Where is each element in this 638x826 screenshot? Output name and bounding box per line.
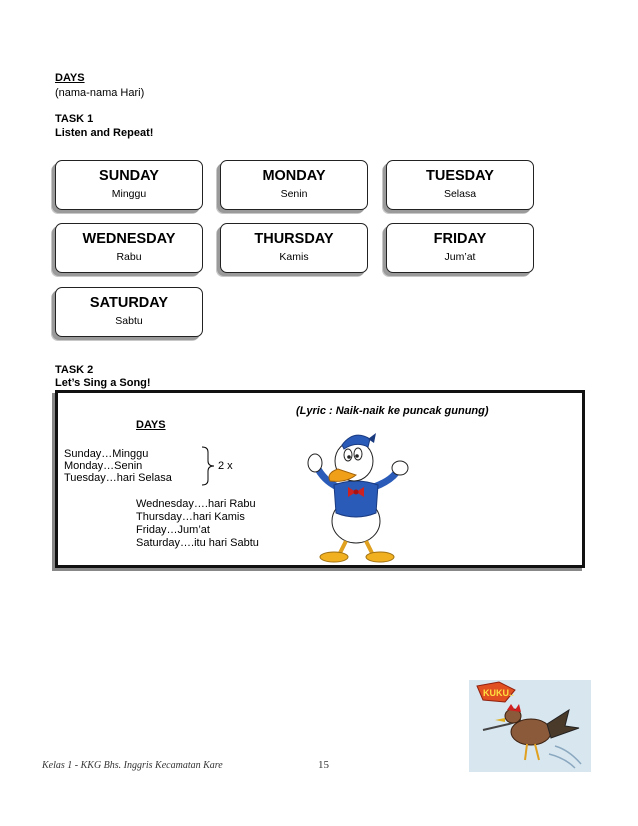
page-title: DAYS <box>55 72 85 84</box>
day-translation: Minggu <box>111 188 147 200</box>
day-translation: Sabtu <box>115 315 143 327</box>
task2-label: TASK 2 <box>55 364 94 376</box>
day-card-sunday <box>55 160 203 210</box>
day-card-tuesday <box>386 160 534 210</box>
day-translation: Jum’at <box>444 251 476 263</box>
rooster-cartoon-icon <box>469 680 591 772</box>
song-box <box>55 390 585 568</box>
page-subtitle: (nama-nama Hari) <box>55 87 145 99</box>
brace-icon <box>200 446 218 486</box>
day-translation: Kamis <box>279 251 309 263</box>
day-name: FRIDAY <box>433 231 487 247</box>
day-name: SUNDAY <box>99 168 159 184</box>
verse-line: Wednesday….hari Rabu <box>136 498 256 510</box>
day-card-saturday <box>55 287 203 337</box>
task1-instruction: Listen and Repeat! <box>55 127 154 139</box>
lyric-note: (Lyric : Naik-naik ke puncak gunung) <box>296 405 489 417</box>
verse-line: Tuesday…hari Selasa <box>64 472 172 484</box>
svg-text:KUKU..: KUKU.. <box>483 688 514 698</box>
day-name: TUESDAY <box>426 168 494 184</box>
day-translation: Rabu <box>116 251 142 263</box>
repeat-marker: 2 x <box>218 460 233 472</box>
day-card-monday <box>220 160 368 210</box>
day-card-wednesday <box>55 223 203 273</box>
day-name: SATURDAY <box>89 295 169 311</box>
task2-instruction: Let’s Sing a Song! <box>55 377 151 389</box>
song-title: DAYS <box>136 419 166 431</box>
day-name: MONDAY <box>262 168 326 184</box>
verse-line: Saturday….itu hari Sabtu <box>136 537 259 549</box>
day-translation: Senin <box>280 188 308 200</box>
day-card-friday <box>386 223 534 273</box>
day-translation: Selasa <box>443 188 477 200</box>
footer-text: Kelas 1 - KKG Bhs. Inggris Kecamatan Kare <box>42 760 223 771</box>
day-name: WEDNESDAY <box>82 231 176 247</box>
verse-line: Sunday…Minggu <box>64 448 149 460</box>
task1-label: TASK 1 <box>55 113 94 125</box>
page-number: 15 <box>318 759 329 771</box>
day-card-thursday <box>220 223 368 273</box>
verse-line: Friday…Jum’at <box>136 524 210 536</box>
day-name: THURSDAY <box>254 231 334 247</box>
verse-line: Monday…Senin <box>64 460 143 472</box>
verse-line: Thursday…hari Kamis <box>136 511 245 523</box>
duck-illustration-icon <box>296 423 416 565</box>
